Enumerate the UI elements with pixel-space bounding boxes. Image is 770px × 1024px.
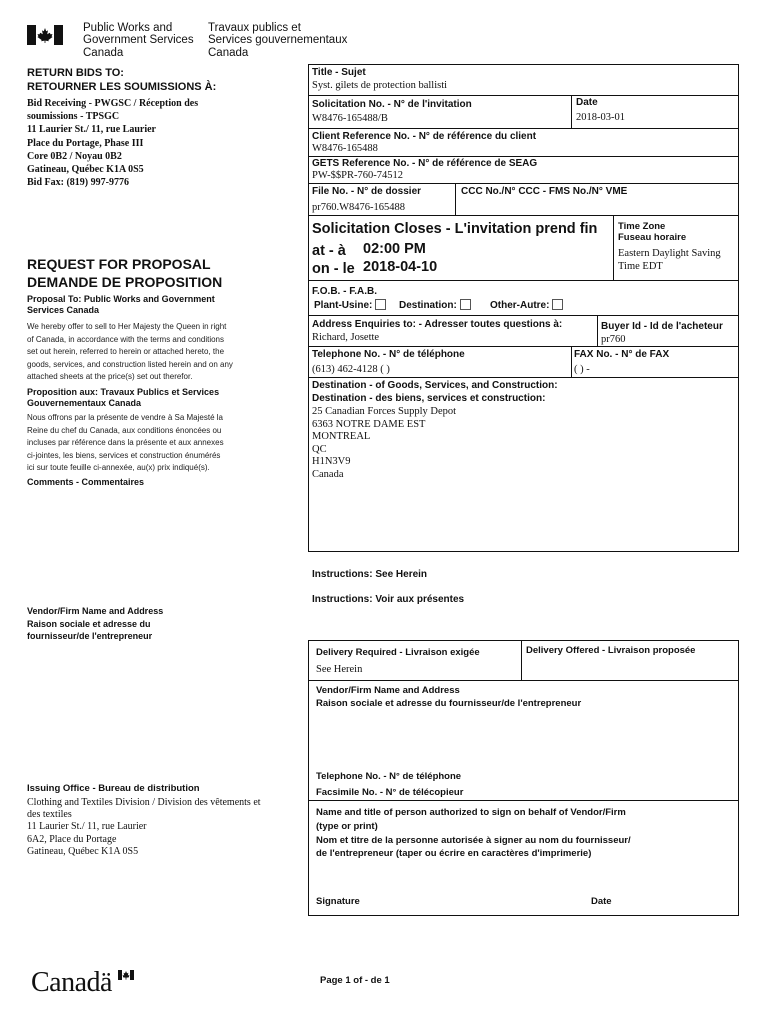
on-label: on - le xyxy=(312,261,355,277)
delivery-required-label: Delivery Required - Livraison exigée xyxy=(316,647,480,658)
gets-value: PW-$$PR-760-74512 xyxy=(312,170,404,181)
canada-flag-icon xyxy=(27,25,63,45)
gets-label: GETS Reference No. - N° de référence de SEAG xyxy=(312,158,538,169)
delivery-required-value: See Herein xyxy=(316,664,363,675)
buyer-id-label: Buyer Id - Id de l'acheteur xyxy=(601,321,723,332)
vendor-address-left-label: Vendor/Firm Name and Address Raison sociale et adresse du fournisseur/de l'entrepreneur xyxy=(27,606,164,641)
instructions-en: Instructions: See Herein xyxy=(312,569,428,580)
proposal-body-en: We hereby offer to sell to Her Majesty the Queen in right of Canada, in accordance with the terms and conditions set out herein, referred to herein or attached hereto, the goods, services, and construction listed herein and on any attached sheets at the price(s) set out therefor. xyxy=(27,322,233,381)
fax-value: ( ) - xyxy=(574,364,590,375)
proposal-body-fr: Nous offrons par la présente de vendre à Sa Majesté la Reine du chef du Canada, aux conditions énoncées ou incluses par référence dans la présente et aux annexes ci-jointes, les biens, services et construction énumérés ici sur toute feuille ci-annexée, au(x) prix indiqué(s). xyxy=(27,413,224,472)
issuing-office-heading: Issuing Office - Bureau de distribution xyxy=(27,783,200,794)
solicitation-label: Solicitation No. - N° de l'invitation xyxy=(312,99,472,110)
return-bids-address: Bid Receiving - PWGSC / Réception des soumissions - TPSGC 11 Laurier St./ 11, rue Laurier Place du Portage, Phase III Core 0B2 / Noyau 0B2 Gatineau, Québec K1A 0S5 Bid Fax: (819) 997-9776 xyxy=(27,98,199,189)
buyer-id-value: pr760 xyxy=(601,334,626,345)
address-enquiries-label: Address Enquiries to: - Adresser toutes questions à: xyxy=(312,319,563,330)
date-label: Date xyxy=(576,97,598,108)
destination-address: 25 Canadian Forces Supply Depot 6363 NOTRE DAME EST MONTREAL QC H1N3V9 Canada xyxy=(312,406,457,480)
department-name-en: Public Works and Government Services Canada xyxy=(83,22,194,59)
page-number: Page 1 of - de 1 xyxy=(320,975,390,986)
title-label: Title - Sujet xyxy=(312,67,366,78)
vendor-facsimile-label: Facsimile No. - N° de télécopieur xyxy=(316,787,464,798)
signature-label: Signature xyxy=(316,896,360,907)
client-ref-label: Client Reference No. - N° de référence du client xyxy=(312,131,537,142)
wordmark-flag-icon xyxy=(118,967,134,985)
return-bids-heading: RETURN BIDS TO: RETOURNER LES SOUMISSIONS À: xyxy=(27,67,217,93)
solicitation-closes-label: Solicitation Closes - L'invitation prend fin xyxy=(312,221,598,237)
closing-time: 02:00 PM xyxy=(363,241,426,257)
client-ref-value: W8476-165488 xyxy=(312,143,378,154)
solicitation-value: W8476-165488/B xyxy=(312,113,388,124)
closing-date: 2018-04-10 xyxy=(363,259,438,275)
at-label: at - à xyxy=(312,243,346,259)
fax-label: FAX No. - N° de FAX xyxy=(574,349,670,360)
canada-wordmark: Canadä xyxy=(31,967,112,998)
plant-label: Plant-Usine: xyxy=(314,299,386,312)
time-zone-value: Eastern Daylight Saving Time EDT xyxy=(618,248,721,272)
instructions-fr: Instructions: Voir aux présentes xyxy=(312,594,465,605)
destination-checkbox[interactable] xyxy=(460,299,471,310)
date-value: 2018-03-01 xyxy=(576,112,625,123)
telephone-label: Telephone No. - N° de téléphone xyxy=(312,349,465,360)
delivery-offered-label: Delivery Offered - Livraison proposée xyxy=(526,645,696,656)
file-value: pr760.W8476-165488 xyxy=(312,202,406,213)
plant-checkbox[interactable] xyxy=(375,299,386,310)
title-value: Syst. gilets de protection ballisti xyxy=(312,80,448,91)
proposal-to-fr: Proposition aux: Travaux Publics et Services Gouvernementaux Canada xyxy=(27,387,220,408)
time-zone-label: Time Zone Fuseau horaire xyxy=(618,221,687,243)
rfp-title: REQUEST FOR PROPOSAL DEMANDE DE PROPOSITION xyxy=(27,256,223,290)
fob-label: F.O.B. - F.A.B. xyxy=(312,286,377,297)
other-label: Other-Autre: xyxy=(490,299,563,312)
address-enquiries-value: Richard, Josette xyxy=(312,332,380,343)
comments-label: Comments - Commentaires xyxy=(27,477,145,487)
vendor-telephone-label: Telephone No. - N° de téléphone xyxy=(316,771,462,782)
destination-fob-label: Destination: xyxy=(399,299,471,312)
issuing-office-address: Clothing and Textiles Division / Division des vêtements et des textiles 11 Laurier St./ 11, rue Laurier 6A2, Place du Portage Gatineau, Québec K1A 0S5 xyxy=(27,797,261,857)
file-label: File No. - N° de dossier xyxy=(312,186,422,197)
other-checkbox[interactable] xyxy=(552,299,563,310)
vendor-address-label: Vendor/Firm Name and Address Raison sociale et adresse du fournisseur/de l'entrepreneur xyxy=(316,685,582,709)
proposal-to-en: Proposal To: Public Works and Government Services Canada xyxy=(27,294,215,315)
authorized-signer-label: Name and title of person authorized to sign on behalf of Vendor/Firm (type or print) Nom et titre de la personne autorisée à signer au nom du fournisseur/ de l'entrepreneur (taper ou écrire en caractères d'imprimerie) xyxy=(316,807,631,860)
telephone-value: (613) 462-4128 ( ) xyxy=(312,364,390,375)
department-name-fr: Travaux publics et Services gouvernementaux Canada xyxy=(208,22,348,59)
destination-label: Destination - of Goods, Services, and Construction: Destination - des biens, services et construction: xyxy=(312,380,558,404)
ccc-label: CCC No./N° CCC - FMS No./N° VME xyxy=(461,186,628,197)
signature-date-label: Date xyxy=(591,896,612,907)
